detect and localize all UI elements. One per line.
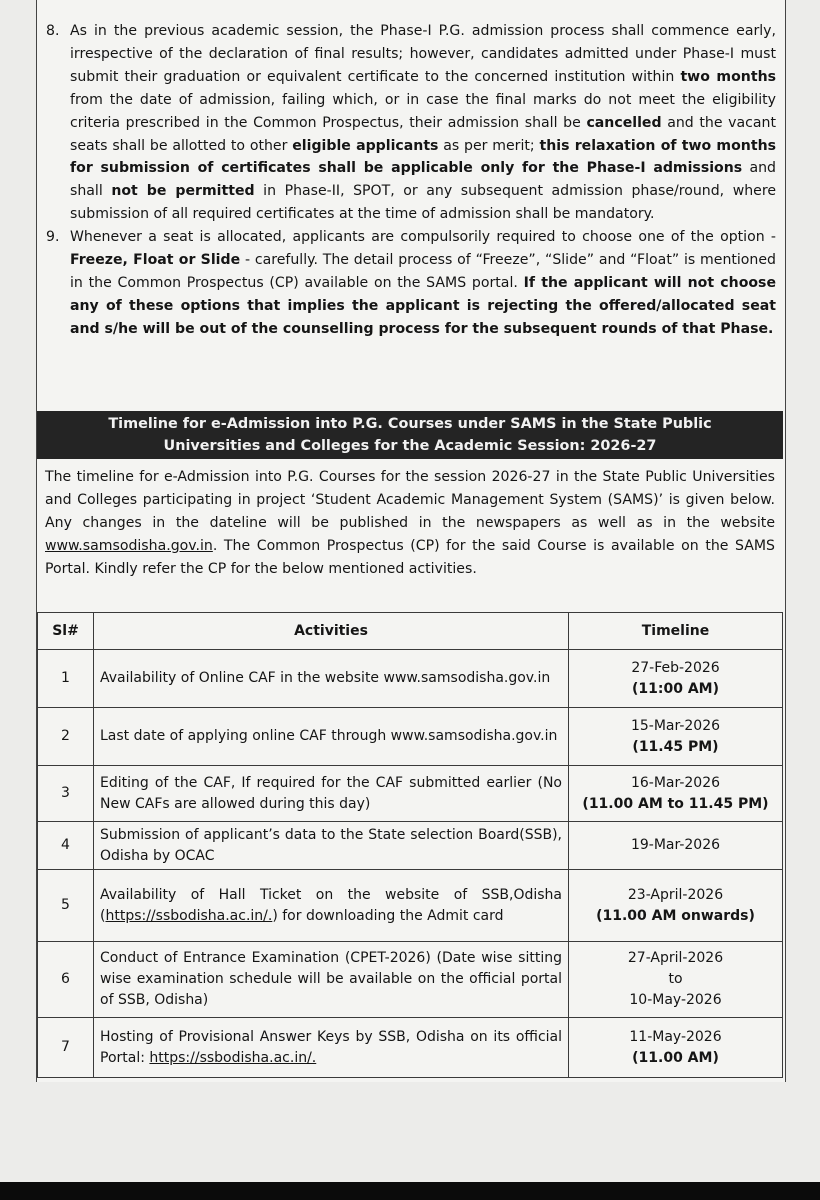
table-row — [38, 870, 783, 942]
table-row — [38, 942, 783, 1018]
table-row — [38, 650, 783, 708]
timeline-date: 23-April-2026 — [627, 886, 724, 903]
table-header-row — [38, 613, 783, 650]
timeline-heading — [37, 411, 783, 459]
note-text — [70, 229, 776, 337]
note-run: and shall — [70, 160, 776, 200]
timeline-date: 27-Feb-2026 — [631, 659, 720, 676]
timeline-time: (11.00 AM to 11.45 PM) — [582, 795, 769, 812]
note-item — [46, 20, 776, 226]
activity-text: Editing of the CAF, If required for the CAF submitted earlier (No New CAFs are allowed during this day) — [100, 774, 562, 812]
row-timeline — [569, 650, 783, 708]
note-run: in Phase-II, SPOT, or any subsequent admission phase/round, where submission of all required certificates at the time of admission shall be mandatory. — [70, 183, 776, 223]
row-activity — [94, 650, 569, 708]
row-activity — [94, 822, 569, 870]
notes-list — [46, 20, 776, 341]
table-row — [38, 766, 783, 822]
row-activity — [94, 708, 569, 766]
table-row — [38, 708, 783, 766]
ssbodisha-link[interactable]: https://ssbodisha.ac.in/. — [105, 907, 273, 924]
activity-text: Last date of applying online CAF through www.samsodisha.gov.in — [100, 728, 558, 744]
note-run: as per merit; — [438, 137, 540, 154]
activity-text: Hosting of Provisional Answer Keys by SSB, Odisha on its official Portal: — [100, 1028, 562, 1066]
note-emphasis: not be permitted — [111, 183, 255, 200]
samsodisha-link[interactable]: www.samsodisha.gov.in — [45, 537, 213, 554]
activity-text: Availability of Online CAF in the website www.samsodisha.gov.in — [100, 670, 551, 686]
row-sl: 4 — [38, 822, 94, 870]
note-run: - carefully. The detail process of “Freeze”, “Slide” and “Float” is mentioned in the Common Prospectus (CP) available on the SAMS portal. — [70, 252, 776, 291]
note-run: Whenever a seat is allocated, applicants are compulsorily required to choose one of the option - — [70, 229, 776, 246]
row-sl: 2 — [38, 708, 94, 766]
bottom-dark-band — [0, 1182, 820, 1200]
row-activity — [94, 942, 569, 1018]
row-activity — [94, 766, 569, 822]
row-timeline — [569, 708, 783, 766]
row-sl: 1 — [38, 650, 94, 708]
note-emphasis: this relaxation of two months for submission of certificates shall be applicable only for the Phase-I admissions — [70, 137, 776, 177]
header-activities: Activities — [94, 613, 569, 650]
row-sl: 3 — [38, 766, 94, 822]
note-emphasis: two months — [680, 68, 776, 85]
row-timeline — [569, 766, 783, 822]
timeline-time: (11.00 AM) — [632, 1049, 719, 1066]
timeline-heading-line2: Universities and Colleges for the Academic Session: 2026-27 — [163, 438, 657, 454]
activity-text: Submission of applicant’s data to the State selection Board(SSB), Odisha by OCAC — [100, 826, 562, 864]
header-timeline: Timeline — [569, 613, 783, 650]
row-sl: 7 — [38, 1018, 94, 1078]
note-emphasis: If the applicant will not choose any of these options that implies the applicant is rejecting the offered/allocated seat and s/he will be out of the counselling process for the subsequent rounds of that Phase. — [70, 274, 777, 337]
timeline-time: (11.00 AM onwards) — [596, 907, 755, 924]
timeline-intro — [45, 466, 775, 581]
timeline-date-end: 10-May-2026 — [629, 992, 722, 1008]
activity-text: Conduct of Entrance Examination (CPET-2026) (Date wise sitting wise examination schedule will be available on the official portal of SSB, Odisha) — [100, 950, 562, 1008]
timeline-time: (11:00 AM) — [631, 680, 719, 697]
row-sl: 5 — [38, 870, 94, 942]
row-timeline — [569, 942, 783, 1018]
intro-text-after: . The Common Prospectus (CP) for the said Course is available on the SAMS Portal. Kindly refer the CP for the below mentioned activities. — [45, 537, 775, 577]
note-text — [70, 23, 776, 222]
timeline-heading-line1: Timeline for e-Admission into P.G. Courses under SAMS in the State Public — [108, 416, 712, 432]
header-sl: Sl# — [38, 613, 94, 650]
note-number: 8. — [46, 23, 60, 39]
note-run: As in the previous academic session, the Phase-I P.G. admission process shall commence early, irrespective of the declaration of final results; however, candidates admitted under Phase-I must submit their graduation or equivalent certificate to the concerned institution within — [70, 23, 776, 85]
row-sl: 6 — [38, 942, 94, 1018]
note-emphasis: cancelled — [586, 114, 662, 131]
note-item — [46, 226, 776, 341]
timeline-time: (11.45 PM) — [632, 738, 719, 755]
timeline-date: 15-Mar-2026 — [630, 717, 721, 734]
timeline-date: 11-May-2026 — [629, 1028, 722, 1045]
timeline-date-to: to — [668, 971, 683, 987]
row-timeline — [569, 822, 783, 870]
row-timeline — [569, 1018, 783, 1078]
note-number: 9. — [46, 229, 60, 246]
note-emphasis: Freeze, Float or Slide — [70, 252, 241, 269]
note-run: from the date of admission, failing which, or in case the final marks do not meet the eligibility criteria prescribed in the Common Prospectus, their admission shall be — [70, 91, 776, 131]
timeline-date: 19-Mar-2026 — [630, 837, 721, 853]
note-emphasis: eligible applicants — [292, 137, 439, 154]
activity-text-end: ) for downloading the Admit card — [272, 907, 504, 924]
intro-text-before: The timeline for e-Admission into P.G. Courses for the session 2026-27 in the State Public Universities and Colleges participating in project ‘Student Academic Management System (SAMS)’ is given below. Any changes in the dateline will be published in the newspapers as well as in the website — [45, 469, 775, 531]
table-row — [38, 822, 783, 870]
timeline-date: 27-April-2026 — [627, 950, 724, 966]
table-row — [38, 1018, 783, 1078]
ssbodisha-link[interactable]: https://ssbodisha.ac.in/. — [149, 1049, 317, 1066]
activity-text: Availability of Hall Ticket on the website of SSB,Odisha ( — [100, 886, 562, 924]
timeline-table — [37, 612, 783, 1078]
note-run: and the vacant seats shall be allotted to other — [70, 114, 776, 154]
row-activity — [94, 1018, 569, 1078]
timeline-date: 16-Mar-2026 — [630, 774, 721, 791]
row-activity — [94, 870, 569, 942]
row-timeline — [569, 870, 783, 942]
